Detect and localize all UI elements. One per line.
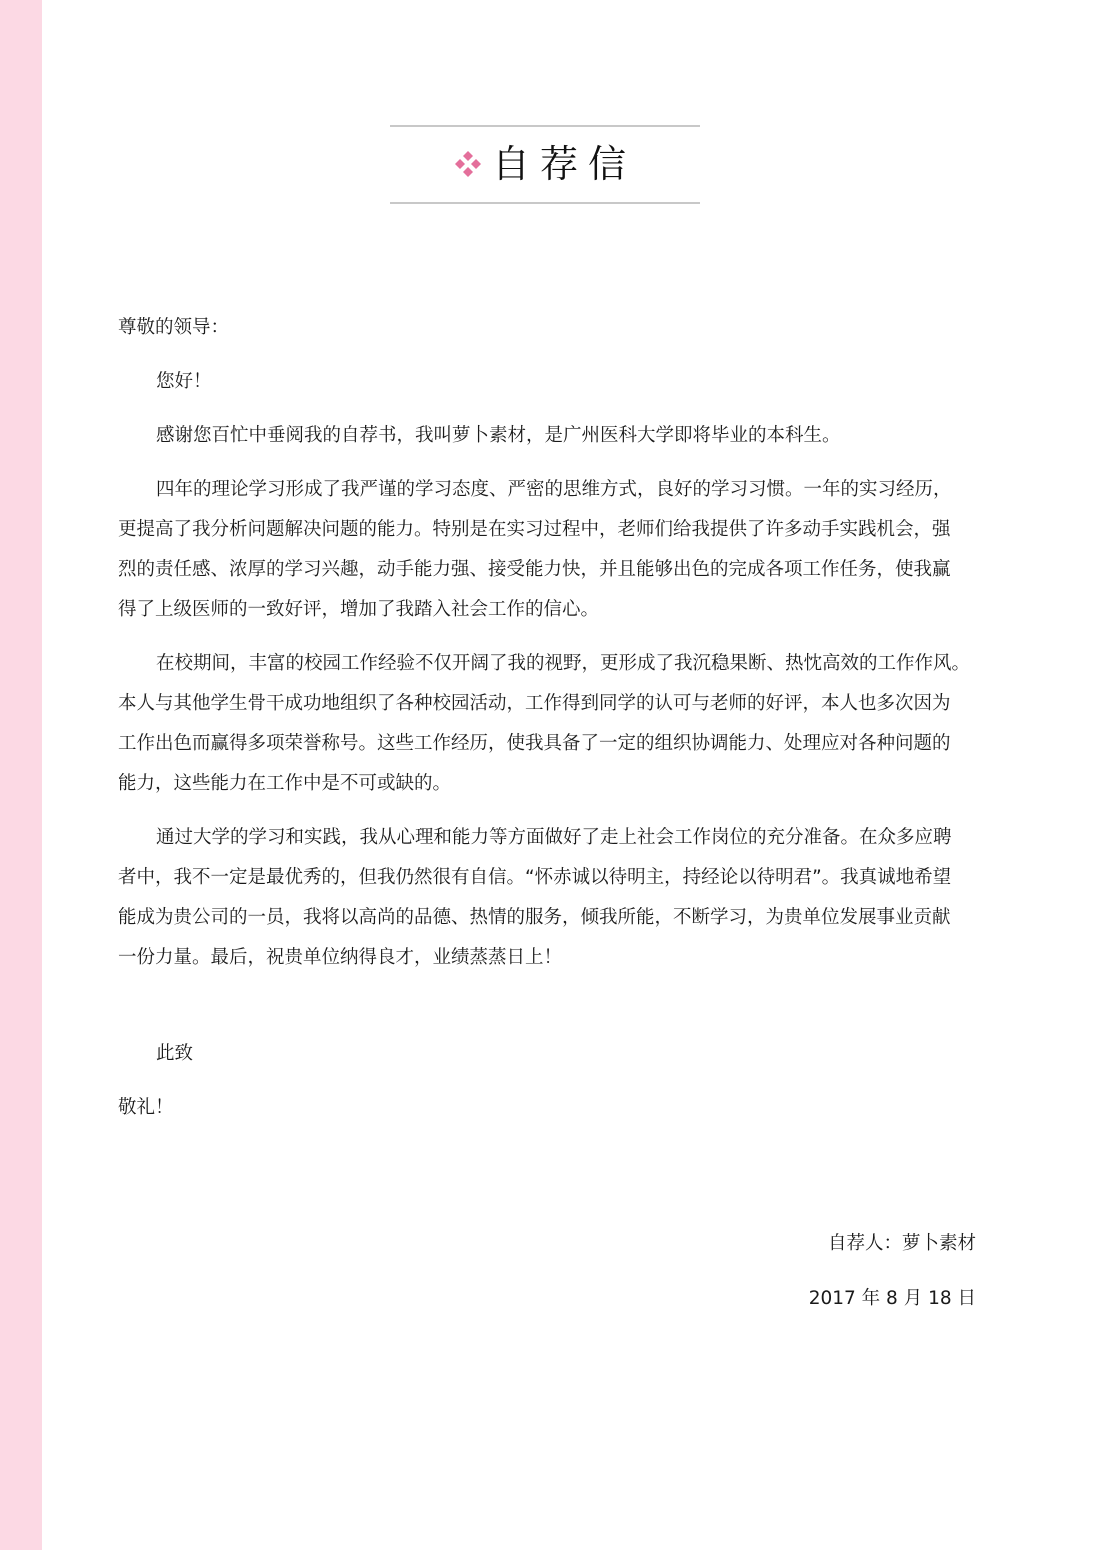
title-rule-top [390, 125, 700, 127]
paragraph-line: 一份力量。最后，祝贵单位纳得良才，业绩蒸蒸日上！ [118, 947, 563, 968]
title-row [390, 139, 700, 189]
paragraph-line: 者中，我不一定是最优秀的，但我仍然很有自信。“怀赤诚以待明主，持经论以待明君”。我真诚地希望 [118, 867, 952, 888]
paragraph-line: 能力，这些能力在工作中是不可或缺的。 [118, 773, 452, 794]
title-rule-bottom [390, 202, 700, 204]
paragraph-line: 烈的责任感、浓厚的学习兴趣，动手能力强、接受能力快，并且能够出色的完成各项工作任务，使我赢 [118, 559, 951, 580]
greeting: 您好！ [156, 371, 212, 392]
page-title: 自荐信 [491, 142, 636, 186]
paragraph-3 [118, 644, 988, 804]
paragraph-line: 得了上级医师的一致好评，增加了我踏入社会工作的信心。 [118, 599, 600, 620]
closing: 此致 [156, 1043, 194, 1064]
paragraph-line: 四年的理论学习形成了我严谨的学习态度、严密的思维方式，良好的学习习惯。一年的实习经历， [156, 479, 952, 500]
pink-side-band [0, 0, 42, 1550]
four-diamond-icon [454, 150, 482, 178]
salutation: 尊敬的领导： [118, 317, 230, 338]
regards: 敬礼！ [118, 1097, 174, 1118]
paragraph-line: 通过大学的学习和实践，我从心理和能力等方面做好了走上社会工作岗位的充分准备。在众多应聘 [156, 827, 952, 848]
paragraph-1 [118, 416, 988, 456]
signature-block [809, 1224, 976, 1319]
paragraph-line: 感谢您百忙中垂阅我的自荐书，我叫萝卜素材，是广州医科大学即将毕业的本科生。 [156, 425, 841, 446]
spacer [118, 992, 988, 1034]
paragraph-line: 本人与其他学生骨干成功地组织了各种校园活动，工作得到同学的认可与老师的好评，本人也多次因为 [118, 693, 951, 714]
paragraph-4 [118, 818, 988, 978]
paragraph-2 [118, 470, 988, 630]
title-block [390, 125, 700, 205]
paragraph-line: 在校期间，丰富的校园工作经验不仅开阔了我的视野，更形成了我沉稳果断、热忱高效的工作作风。 [156, 653, 971, 674]
letter-date: 2017 年 8 月 18 日 [808, 1288, 976, 1309]
paragraph-line: 更提高了我分析问题解决问题的能力。特别是在实习过程中，老师们给我提供了许多动手实践机会，强 [118, 519, 951, 540]
paragraph-line: 能成为贵公司的一员，我将以高尚的品德、热情的服务，倾我所能，不断学习，为贵单位发展事业贡献 [118, 907, 951, 928]
paragraph-line: 工作出色而赢得多项荣誉称号。这些工作经历，使我具备了一定的组织协调能力、处理应对各种问题的 [118, 733, 951, 754]
signature: 自荐人：萝卜素材 [827, 1233, 976, 1254]
letter-body [118, 308, 988, 1128]
